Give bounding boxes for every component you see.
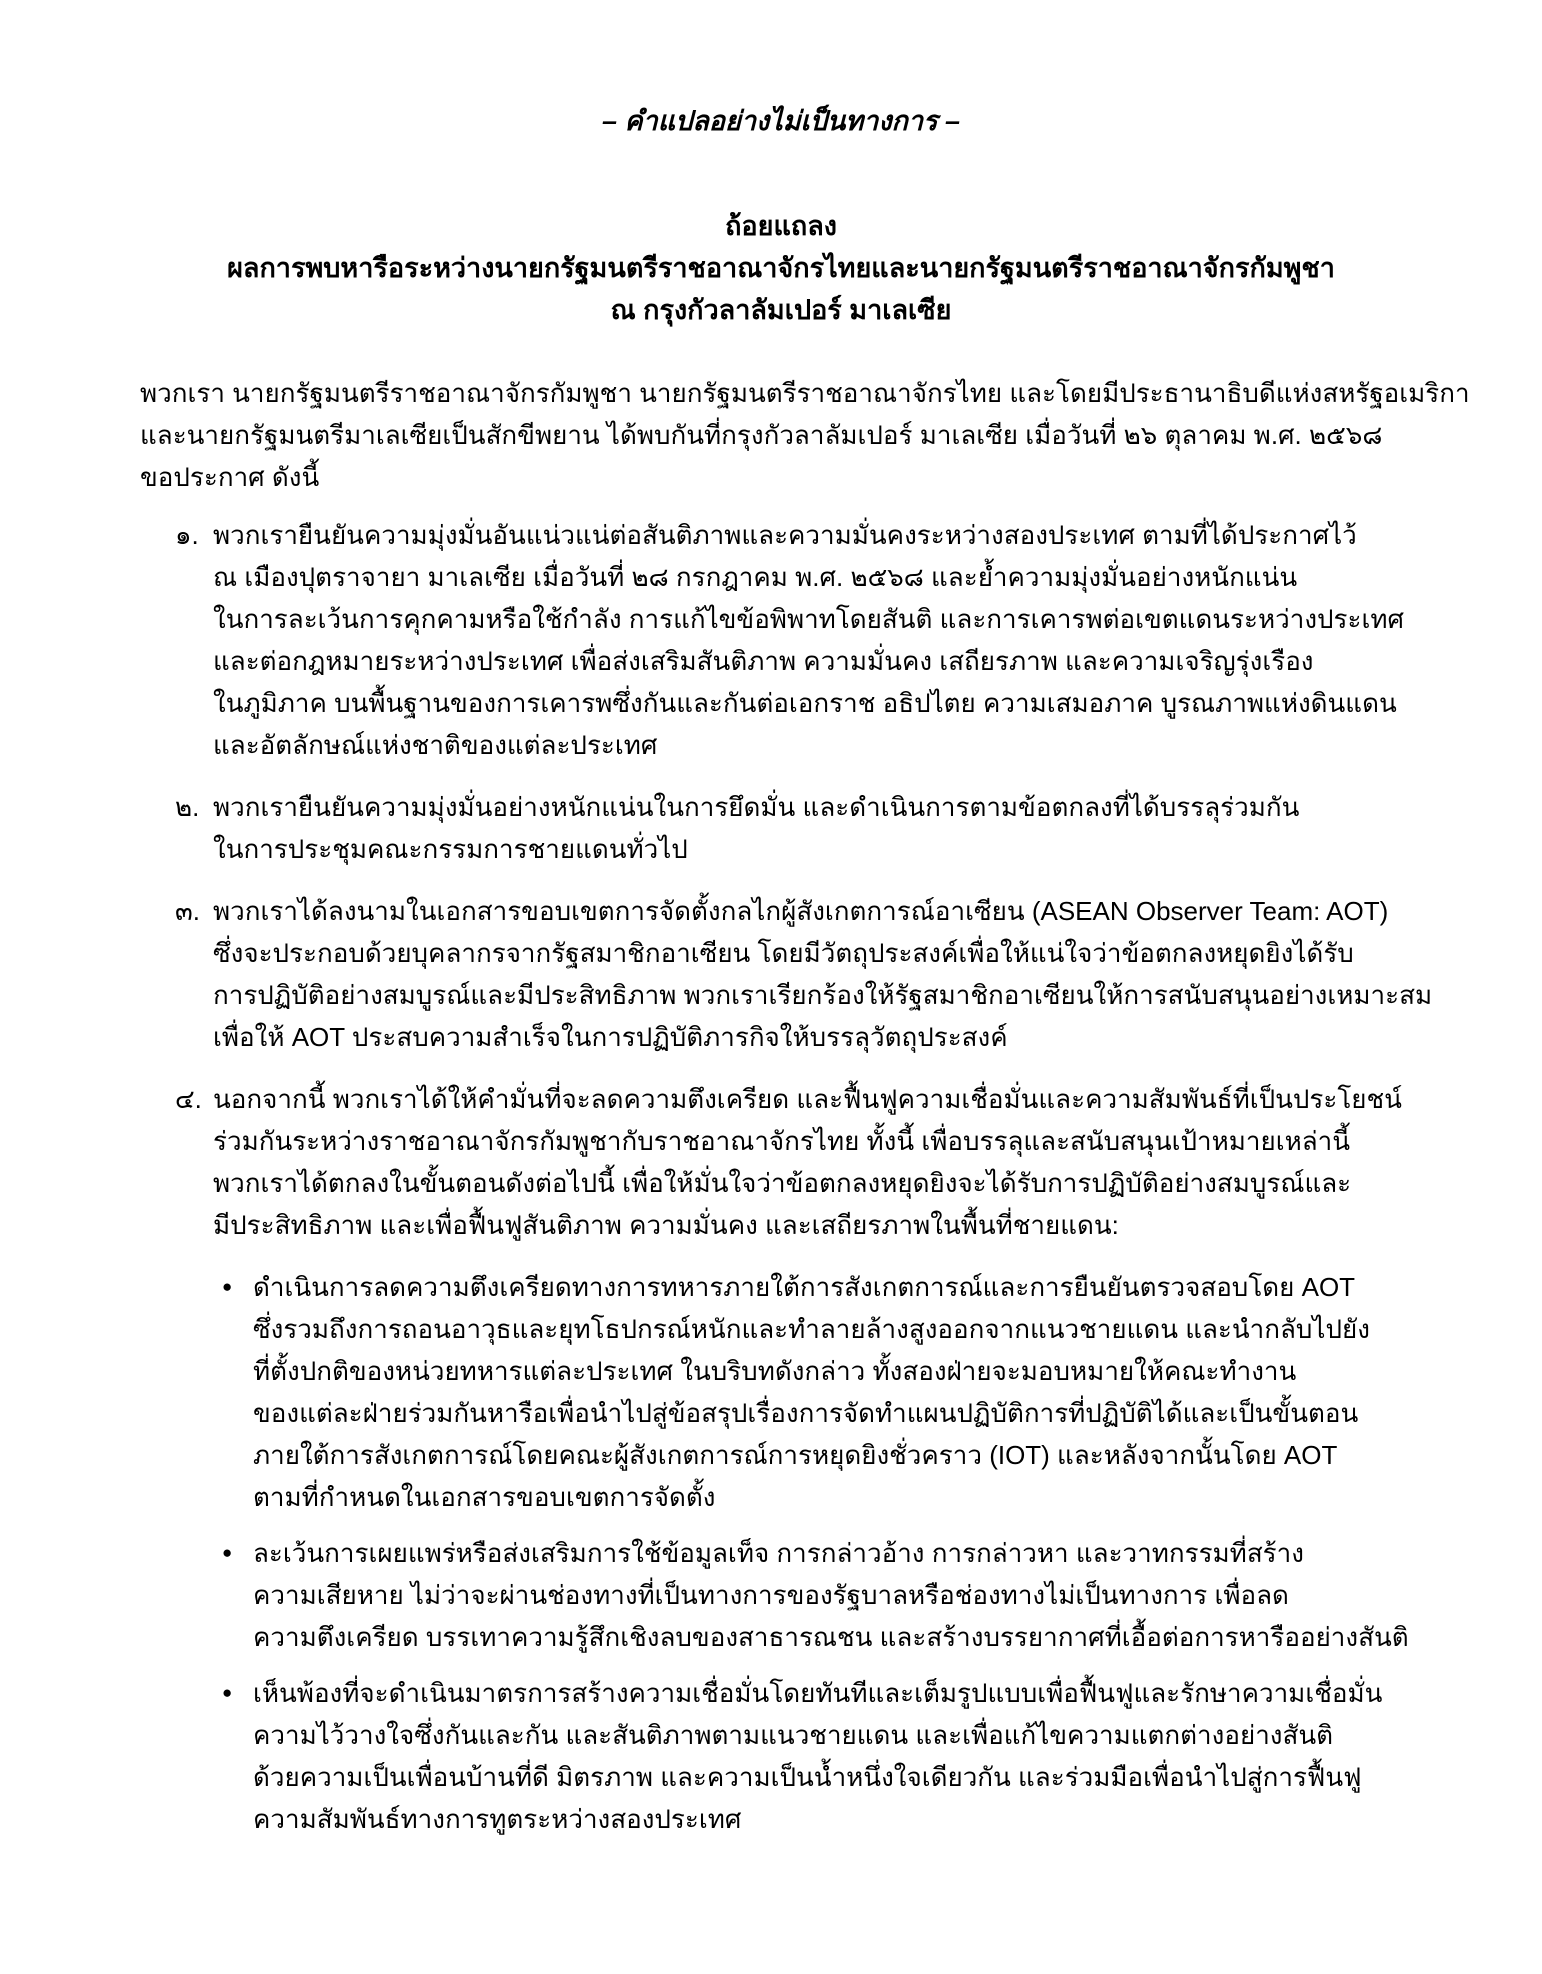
text-line: เห็นพ้องที่จะดำเนินมาตรการสร้างความเชื่อมั่นโดยทันทีและเต็มรูปแบบเพื่อฟื้นฟูและรักษาความเชื่อมั่น [253,1678,1383,1708]
item-text-2 [213,786,1422,870]
bullet-dot-icon: ● [222,1683,233,1702]
text-line: ด้วยความเป็นเพื่อนบ้านที่ดี มิตรภาพ และความเป็นน้ำหนึ่งใจเดียวกัน และร่วมมือเพื่อนำไปสู่การฟื้นฟู [253,1762,1362,1792]
document-content [140,0,1470,1854]
text-line: ละเว้นการเผยแพร่หรือส่งเสริมการใช้ข้อมูลเท็จ การกล่าวอ้าง การกล่าวหา และวาทกรรมที่สร้าง [253,1538,1304,1568]
text-line: นอกจากนี้ พวกเราได้ให้คำมั่นที่จะลดความตึงเครียด และฟื้นฟูความเชื่อมั่นและความสัมพันธ์ที่เป็นประโยชน์ [213,1084,1402,1114]
text-line: และต่อกฎหมายระหว่างประเทศ เพื่อส่งเสริมสันติภาพ ความมั่นคง เสถียรภาพ และความเจริญรุ่งเรือง [213,646,1314,676]
text-line: ซึ่งรวมถึงการถอนอาวุธและยุทโธปกรณ์หนักและทำลายล้างสูงออกจากแนวชายแดน และนำกลับไปยัง [253,1314,1370,1344]
text-line: ณ กรุงกัวลาลัมเปอร์ มาเลเซีย [610,295,952,325]
numbered-list [140,514,1433,1840]
bullet-dot-icon: ● [222,1543,233,1562]
item-text-3 [213,890,1432,1058]
bullet-item-1 [140,1266,1422,1518]
text-line: ในภูมิภาค บนพื้นฐานของการเคารพซึ่งกันและกันต่อเอกราช อธิปไตย ความเสมอภาค บูรณภาพแห่งดินแดน [213,688,1397,718]
text-line: เพื่อให้ AOT ประสบความสำเร็จในการปฏิบัติภารกิจให้บรรลุวัตถุประสงค์ [213,1022,1008,1052]
bullet-item-2 [140,1532,1422,1658]
intro-paragraph [140,372,1470,498]
item-number-4: ๔. [175,1084,202,1114]
numbered-item-3 [140,890,1433,1058]
item-text-1 [213,514,1422,766]
bullet-text-3 [253,1672,1422,1840]
text-line: ร่วมกันระหว่างราชอาณาจักรกัมพูชากับราชอาณาจักรไทย ทั้งนี้ เพื่อบรรลุและสนับสนุนเป้าหมายเหล่านี้ [213,1126,1351,1156]
item-number-3: ๓. [175,896,200,926]
text-line: และนายกรัฐมนตรีมาเลเซียเป็นสักขีพยาน ได้พบกันที่กรุงกัวลาลัมเปอร์ มาเลเซีย เมื่อวันที่ ๒๖ ตุลาคม พ.ศ. ๒๕๖๘ [140,420,1383,450]
text-line: พวกเราได้ตกลงในขั้นตอนดังต่อไปนี้ เพื่อให้มั่นใจว่าข้อตกลงหยุดยิงจะได้รับการปฏิบัติอย่างสมบูรณ์และ [213,1168,1352,1198]
bullet-text-1 [253,1266,1422,1518]
bullet-text-2 [253,1532,1422,1658]
text-line: ซึ่งจะประกอบด้วยบุคลากรจากรัฐสมาชิกอาเซียน โดยมีวัตถุประสงค์เพื่อให้แน่ใจว่าข้อตกลงหยุดยิงได้รับ [213,938,1354,968]
item-text-4 [213,1078,1422,1246]
text-line: พวกเรายืนยันความมุ่งมั่นอันแน่วแน่ต่อสันติภาพและความมั่นคงระหว่างสองประเทศ ตามที่ได้ประกาศไว้ [213,520,1357,550]
bullet-list [140,1266,1422,1840]
text-line: ความเสียหาย ไม่ว่าจะผ่านช่องทางที่เป็นทางการของรัฐบาลหรือช่องทางไม่เป็นทางการ เพื่อลด [253,1580,1289,1610]
text-line: ความสัมพันธ์ทางการทูตระหว่างสองประเทศ [253,1804,742,1834]
text-line: ดำเนินการลดความตึงเครียดทางการทหารภายใต้การสังเกตการณ์และการยืนยันตรวจสอบโดย AOT [253,1272,1356,1302]
text-line: และอัตลักษณ์แห่งชาติของแต่ละประเทศ [213,730,658,760]
text-line: ความตึงเครียด บรรเทาความรู้สึกเชิงลบของสาธารณชน และสร้างบรรยากาศที่เอื้อต่อการหารืออย่างสันติ [253,1622,1409,1652]
numbered-item-1 [140,514,1422,766]
text-line: ภายใต้การสังเกตการณ์โดยคณะผู้สังเกตการณ์การหยุดยิงชั่วคราว (IOT) และหลังจากนั้นโดย AOT [253,1440,1338,1470]
text-line: การปฏิบัติอย่างสมบูรณ์และมีประสิทธิภาพ พวกเราเรียกร้องให้รัฐสมาชิกอาเซียนให้การสนับสนุนอย่างเหมาะสม [213,980,1433,1010]
item-number-1: ๑. [175,520,199,550]
numbered-item-2 [140,786,1422,870]
text-line: ถ้อยแถลง [725,211,837,241]
text-line: ณ เมืองปุตราจายา มาเลเซีย เมื่อวันที่ ๒๘ กรกฎาคม พ.ศ. ๒๕๖๘ และย้ำความมุ่งมั่นอย่างหนักแน่น [213,562,1298,592]
text-line: มีประสิทธิภาพ และเพื่อฟื้นฟูสันติภาพ ความมั่นคง และเสถียรภาพในพื้นที่ชายแดน: [213,1210,1119,1240]
text-line: พวกเรายืนยันความมุ่งมั่นอย่างหนักแน่นในการยึดมั่น และดำเนินการตามข้อตกลงที่ได้บรรลุร่วมกัน [213,792,1300,822]
text-line: ตามที่กำหนดในเอกสารขอบเขตการจัดตั้ง [253,1482,716,1512]
unofficial-translation-disclaimer: – คำแปลอย่างไม่เป็นทางการ – [601,106,961,136]
text-line: ความไว้วางใจซึ่งกันและกัน และสันติภาพตามแนวชายแดน และเพื่อแก้ไขความแตกต่างอย่างสันติ [253,1720,1334,1750]
document-title [140,205,1422,331]
text-line: ขอประกาศ ดังนี้ [140,462,320,492]
numbered-item-4 [140,1078,1422,1246]
text-line: พวกเรา นายกรัฐมนตรีราชอาณาจักรกัมพูชา นายกรัฐมนตรีราชอาณาจักรไทย และโดยมีประธานาธิบดีแห่งสหรัฐอเมริกา [140,378,1470,408]
bullet-item-3 [140,1672,1422,1840]
item-number-2: ๒. [175,792,200,822]
text-line: ที่ตั้งปกติของหน่วยทหารแต่ละประเทศ ในบริบทดังกล่าว ทั้งสองฝ่ายจะมอบหมายให้คณะทำงาน [253,1356,1297,1386]
text-line: ผลการพบหารือระหว่างนายกรัฐมนตรีราชอาณาจักรไทยและนายกรัฐมนตรีราชอาณาจักรกัมพูชา [227,253,1335,283]
bullet-dot-icon: ● [222,1277,233,1296]
text-line: พวกเราได้ลงนามในเอกสารขอบเขตการจัดตั้งกลไกผู้สังเกตการณ์อาเซียน (ASEAN Observer Team: AOT) [213,896,1389,926]
text-line: ในการละเว้นการคุกคามหรือใช้กำลัง การแก้ไขข้อพิพาทโดยสันติ และการเคารพต่อเขตแดนระหว่างประเทศ [213,604,1404,634]
text-line: ของแต่ละฝ่ายร่วมกันหารือเพื่อนำไปสู่ข้อสรุปเรื่องการจัดทำแผนปฏิบัติการที่ปฏิบัติได้และเป็นขั้นตอน [253,1398,1359,1428]
text-line: ในการประชุมคณะกรรมการชายแดนทั่วไป [213,834,688,864]
